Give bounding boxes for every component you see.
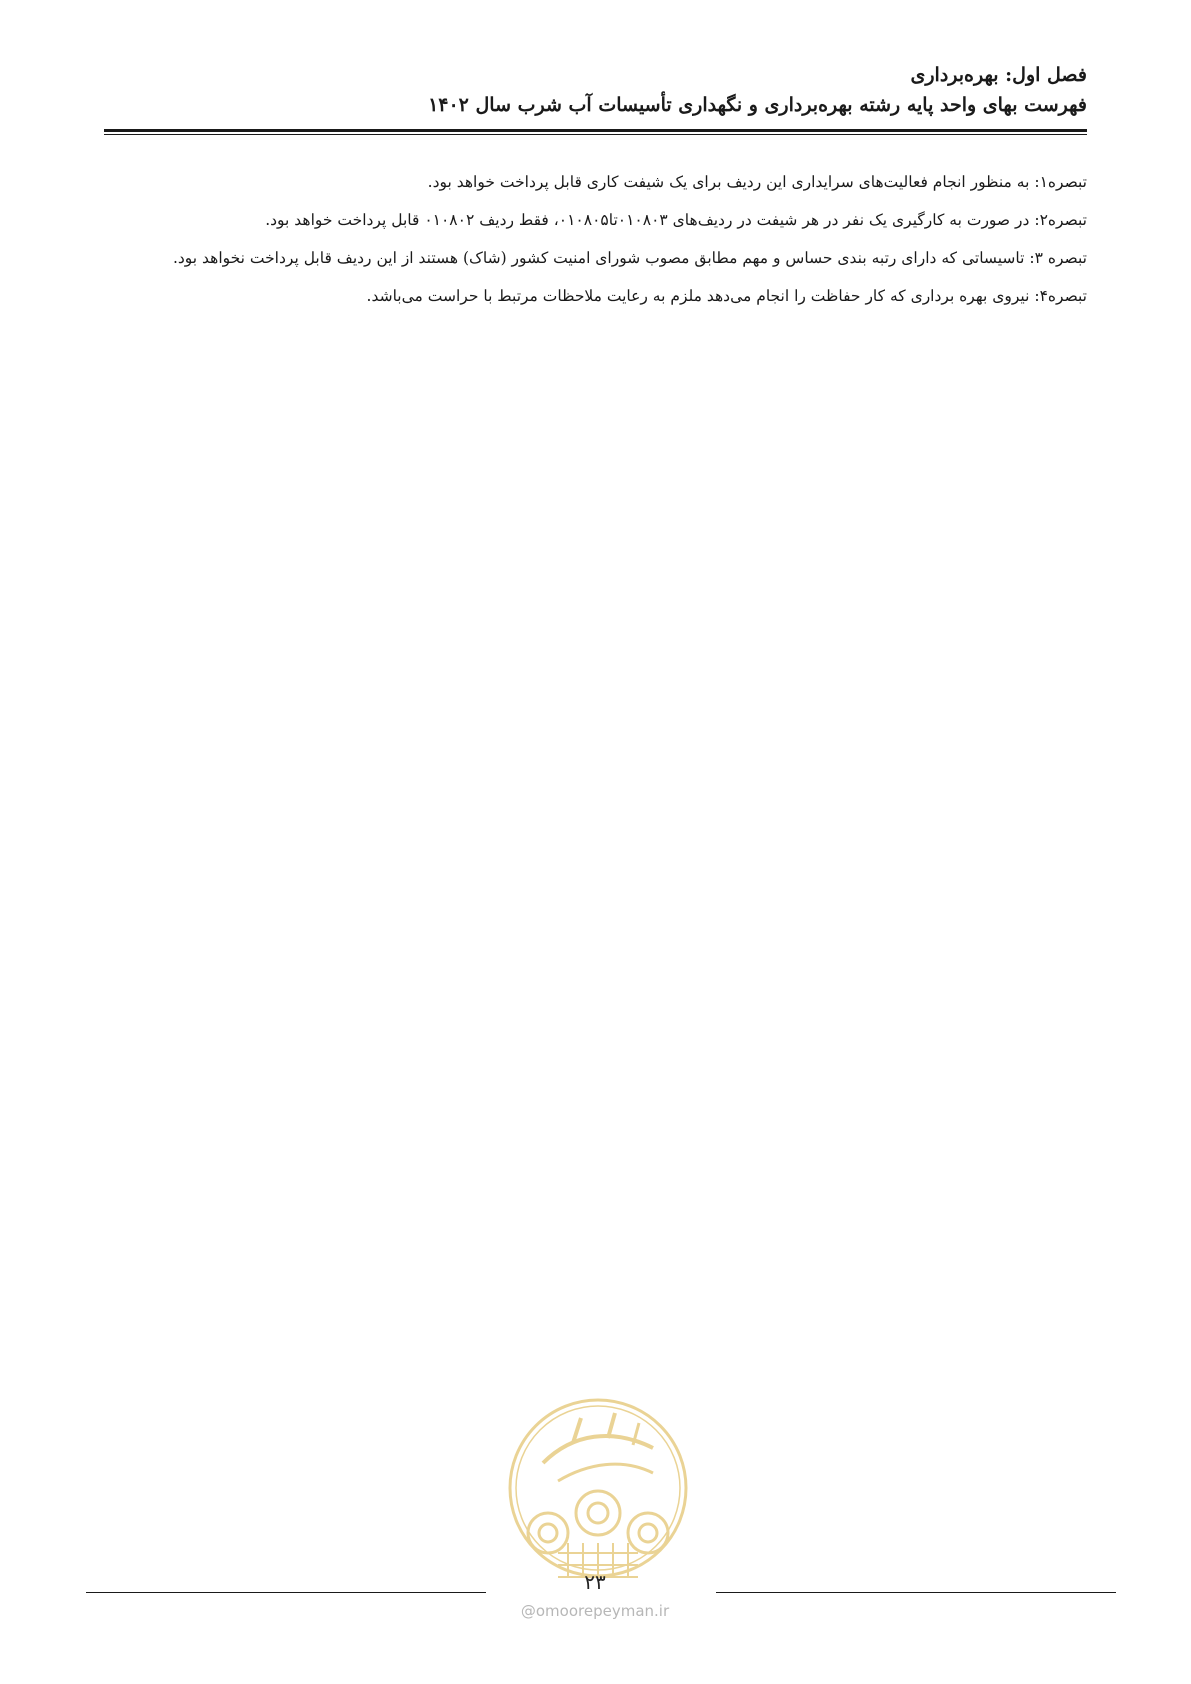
chapter-title: فصل اول: بهره‌برداری <box>910 64 1087 86</box>
note-3: تبصره ۳: تاسیساتی که دارای رتبه بندی حساس و مهم مطابق مصوب شورای امنیت کشور (شاک) هستند از این ردیف قابل پرداخت نخواهد بود. <box>172 249 1087 267</box>
note-4: تبصره۴: نیروی بهره برداری که کار حفاظت را انجام می‌دهد ملزم به رعایت ملاحظات مرتبط با حراست می‌باشد. <box>366 287 1087 305</box>
document-title: فهرست بهای واحد پایه رشته بهره‌برداری و نگهداری تأسیسات آب شرب سال ۱۴۰۲ <box>428 94 1087 116</box>
notes-section <box>128 167 1087 319</box>
watermark-logo-icon <box>503 1393 693 1583</box>
header-divider <box>104 129 1087 134</box>
page-number: ۲۳ <box>584 1570 606 1594</box>
note-1: تبصره۱: به منظور انجام فعالیت‌های سرایداری این ردیف برای یک شیفت کاری قابل پرداخت خواهد بود. <box>427 173 1087 191</box>
footer-divider-right <box>716 1592 1116 1593</box>
site-watermark-text: @omoorepeyman.ir <box>520 1602 670 1620</box>
note-2: تبصره۲: در صورت به کارگیری یک نفر در هر شیفت در ردیف‌های ۰۱۰۸۰۳تا۰۱۰۸۰۵، فقط ردیف ۰۱۰۸۰۲ قابل پرداخت خواهد بود. <box>265 211 1087 229</box>
page-header <box>104 60 1087 120</box>
footer-divider-left <box>86 1592 486 1593</box>
